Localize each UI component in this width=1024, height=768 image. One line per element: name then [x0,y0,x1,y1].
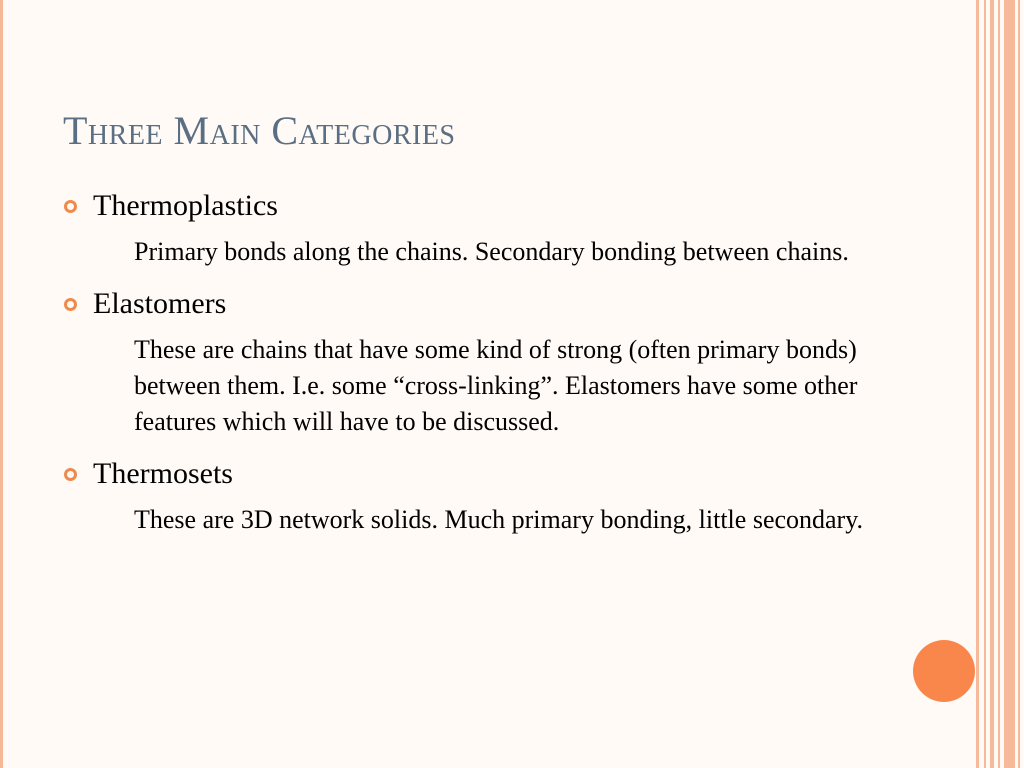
stripe [998,0,1000,768]
slide-title: Three Main Categories [63,108,456,153]
bullet-description: These are chains that have some kind of strong (often primary bonds) between them. I.e. some “cross-linking”. Elastomers have some other features which will have to be discussed. [134,335,858,436]
stripe [1018,0,1020,768]
bullet-description: Primary bonds along the chains. Secondary bonding between chains. [134,237,849,266]
bullet-heading: Thermosets [93,457,233,490]
slide-body [63,186,893,552]
stripe [1004,0,1015,768]
bullet-elastomers [63,284,893,324]
bullet-thermoplastics [63,186,893,226]
ring-bullet-icon [64,298,77,311]
orange-circle-decoration [913,640,975,702]
bullet-heading: Thermoplastics [93,189,278,222]
stripe [976,0,979,768]
left-border-line [0,0,3,768]
bullet-heading: Elastomers [93,287,227,320]
stripe [990,0,994,768]
ring-bullet-icon [64,200,77,213]
stripe [984,0,986,768]
ring-bullet-icon [64,468,77,481]
right-decorative-stripes [974,0,1024,768]
bullet-thermosets [63,454,893,494]
bullet-description: These are 3D network solids. Much primary bonding, little secondary. [134,505,864,534]
